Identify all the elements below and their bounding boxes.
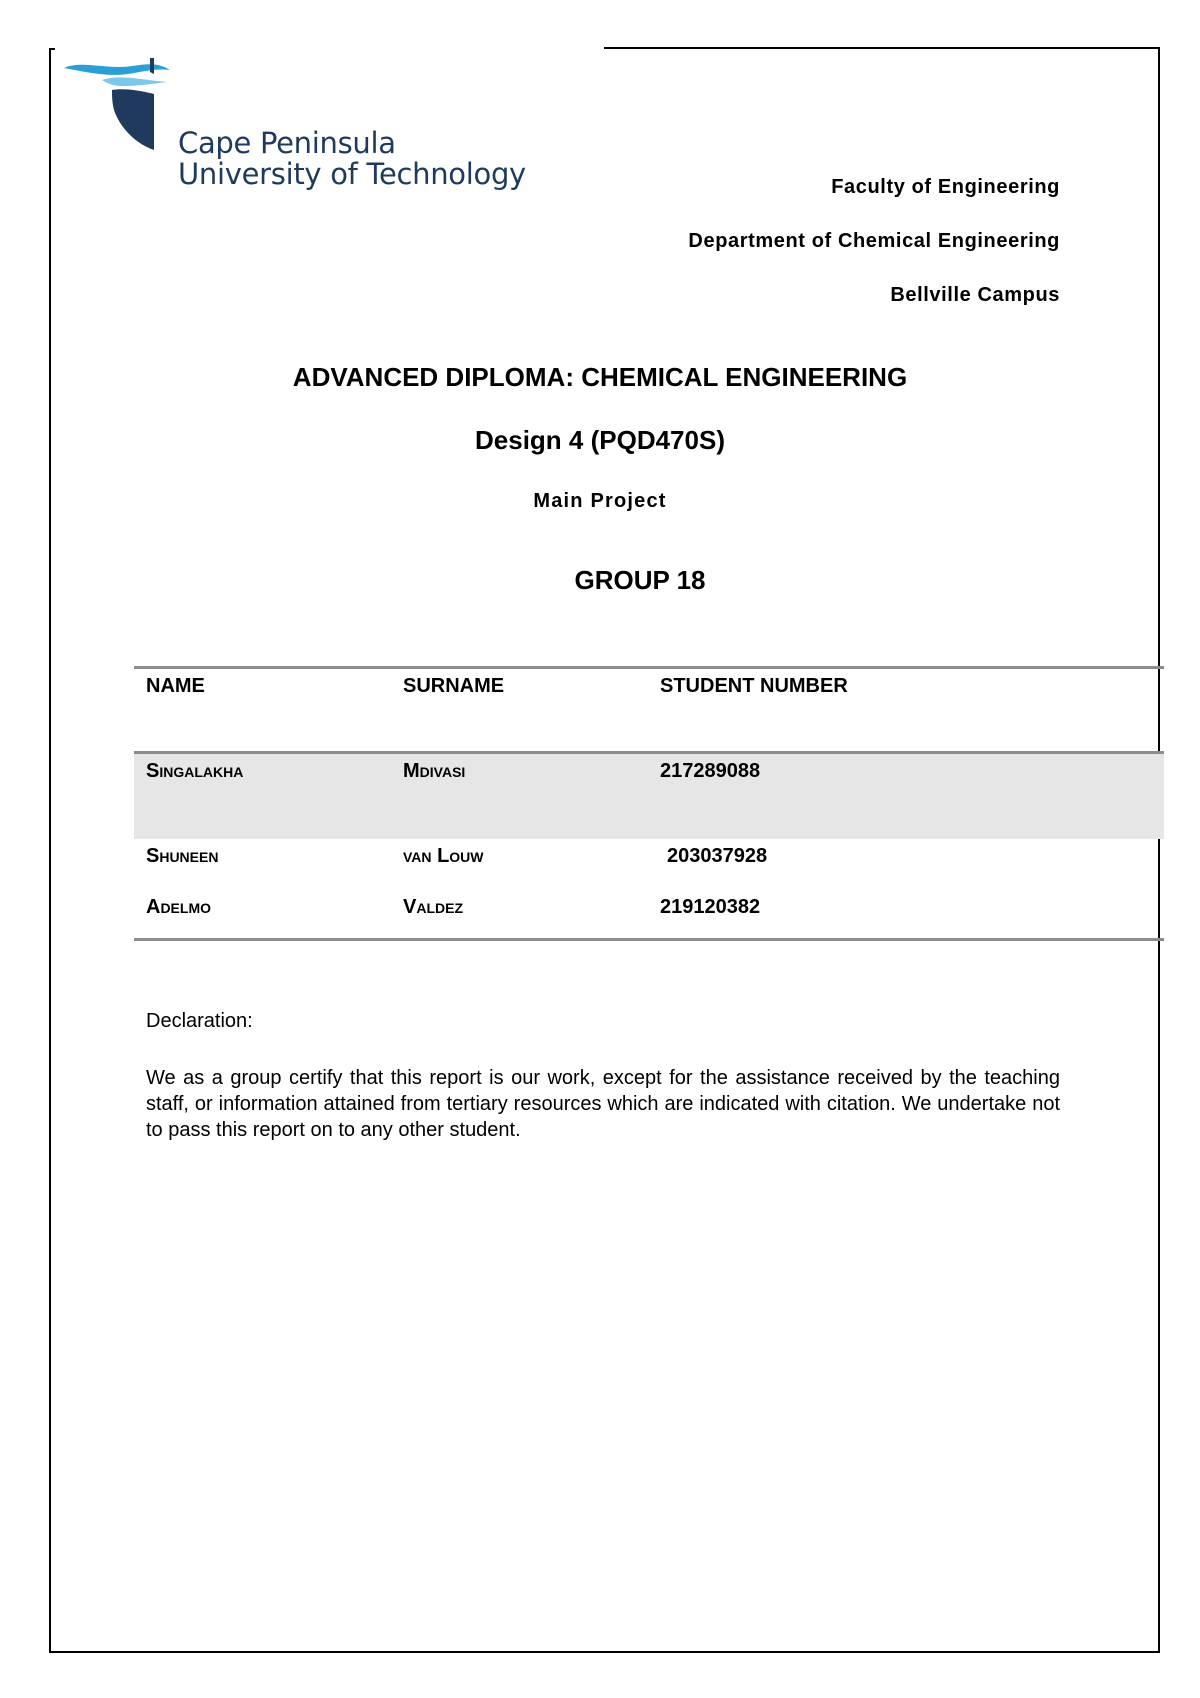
page-border-top [604,47,1160,49]
project-title: Main Project [533,490,667,512]
header-surname: SURNAME [403,675,505,697]
member-student-number: 203037928 [667,845,768,867]
logo-wordmark [178,128,526,190]
group-title: GROUP 18 [574,565,706,595]
declaration-text: We as a group certify that this report is our work, except for the assistance received by the teaching staff, or information attained from tertiary resources which are indicated with citation. We undertake not to pass this report on to any other student. [146,1067,1060,1141]
member-name: Adelmo [146,896,211,918]
declaration-label: Declaration: [146,1010,253,1032]
table-bottom-rule [134,938,1164,941]
table-row [134,839,1164,891]
university-logo [62,58,526,198]
page-border-bottom [49,1651,1160,1653]
university-logo-icon [62,58,182,158]
faculty-name: Faculty of Engineering [831,176,1060,198]
header-name: NAME [146,675,205,697]
member-surname: van Louw [403,845,484,867]
logo-line-2: University of Technology [178,157,526,191]
page-border-corner [49,48,55,50]
faculty-block [688,172,1060,334]
table-row [134,890,1164,942]
member-student-number: 217289088 [660,760,761,782]
course-title: Design 4 (PQD470S) [475,425,725,455]
header-student-number: STUDENT NUMBER [660,675,848,697]
logo-line-1: Cape Peninsula [178,126,396,160]
campus-name: Bellville Campus [890,284,1060,306]
member-name: Shuneen [146,845,219,867]
member-surname: Valdez [403,896,464,918]
diploma-title: ADVANCED DIPLOMA: CHEMICAL ENGINEERING [292,362,908,392]
table-row [134,754,1164,839]
table-header-row [134,669,1164,751]
member-student-number: 219120382 [660,896,761,918]
page-border-left [49,48,51,1652]
department-name: Department of Chemical Engineering [688,230,1060,252]
member-name: Singalakha [146,760,244,782]
member-surname: Mdivasi [403,760,466,782]
